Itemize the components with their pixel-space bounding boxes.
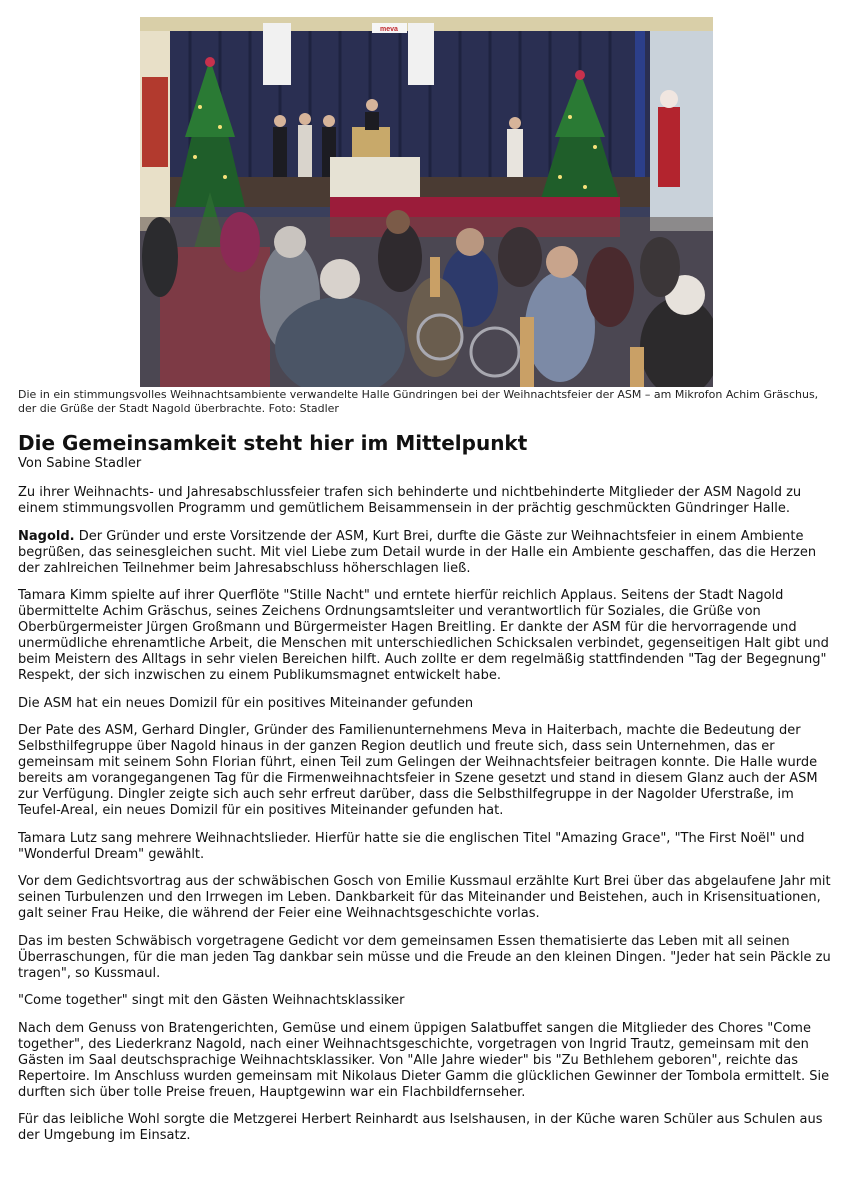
article-paragraph: Der Pate des ASM, Gerhard Dingler, Gründer des Familienunternehmens Meva in Haiterbach, machte die Bedeutung der Selbsthilfegruppe über Nagold hinaus in der ganzen Region deutlich und freute sich, dass sein Unternehmen, das er gemeinsam mit seinem Sohn Florian führt, einen Teil zum Gelingen der Weihnachtsfeier beitragen konnte. Die Halle wurde bereits am vorangegangenen Tag für die Firmenweihnachtsfeier in Szene gesetzt und stand in diesem Glanz auch der ASM zur Verfügung. Dingler zeigte sich auch sehr erfreut darüber, dass die Selbsthilfegruppe in der Nagolder Uferstraße, im Teufel-Areal, ein neues Domizil für ein positives Miteinander gefunden hat. [18,723,818,818]
article-paragraph: Nach dem Genuss von Bratengerichten, Gemüse und einem üppigen Salatbuffet sangen die Mitglieder des Chores "Come together", des Liederkranz Nagold, nach einer Weihnachtsgeschichte, vorgetragen von Ingrid Trautz, gemeinsam mit den Gästen im Saal deutschsprachige Weihnachtsklassiker. Von "Alle Jahre wieder" bis "Zu Bethlehem geboren", reichte das Repertoire. Im Anschluss wurden gemeinsam mit Nikolaus Dieter Gamm die glücklichen Gewinner der Tombola ermittelt. Sie durften sich über tolle Preise freuen, Hauptgewinn war ein Flachbildfernseher. [18,1020,830,1100]
dateline: Nagold. [18,528,75,544]
byline: Von Sabine Stadler [18,456,142,471]
photo-caption: Die in ein stimmungsvolles Weihnachtsambiente verwandelte Halle Gündringen bei der Weihnachtsfeier der ASM – am Mikrofon Achim Gräschus, der die Grüße der Stadt Nagold überbrachte. Foto: Stadler [18,388,819,415]
article-paragraph: Vor dem Gedichtsvortrag aus der schwäbischen Gosch von Emilie Kussmaul erzählte Kurt Brei über das abgelaufene Jahr mit seinen Turbulenzen und den Irrwegen im Leben. Dankbarkeit für das Miteinander und Beistehen, auch in Krisensituationen, galt seiner Frau Heike, die während der Feier eine Weihnachtsgeschichte vorlas. [18,874,831,921]
article-body [18,485,833,1156]
paragraph-text: Der Gründer und erste Vorsitzende der ASM, Kurt Brei, durfte die Gäste zur Weihnachtsfeier in einem Ambiente begrüßen, das seinesgleichen sucht. Mit viel Liebe zum Detail wurde in der Halle ein Ambiente geschaffen, das die Herzen der zahlreichen Teilnehmer beim Jahresabschluss höherschlagen ließ. [18,528,817,576]
article-paragraph: Tamara Kimm spielte auf ihrer Querflöte "Stille Nacht" und erntete hierfür reichlich Applaus. Seitens der Stadt Nagold übermittelte Achim Gräschus, seines Zeichens Ordnungsamtsleiter und verantwortlich für Soziales, die Grüße von Oberbürgermeister Jürgen Großmann und Bürgermeister Hagen Breitling. Er dankte der ASM für die hervorragende und unermüdliche ehrenamtliche Arbeit, die Menschen mit unterschiedlichen Schicksalen verbindet, gegenseitigen Halt gibt und beim Meistern des Alltags in sehr vielen Bereichen hilft. Auch zollte er dem regelmäßig stattfindenden "Tag der Begegnung" Respekt, der sich inzwischen zu einem Publikumsmagnet entwickelt habe. [18,588,829,683]
article-paragraph: Tamara Lutz sang mehrere Weihnachtslieder. Hierfür hatte sie die englischen Titel "Amazing Grace", "The First Noël" und "Wonderful Dream" gewählt. [18,830,805,862]
lead-paragraph: Zu ihrer Weihnachts- und Jahresabschlussfeier trafen sich behinderte und nichtbehinderte Mitglieder der ASM Nagold zu einem stimmungsvollen Programm und gemütlichem Beisammensein in der prächtig geschmückten Gündringer Halle. [18,485,802,516]
subheading: Die ASM hat ein neues Domizil für ein positives Miteinander gefunden [18,695,474,711]
article-paragraph [18,529,833,577]
article-paragraph: Für das leibliche Wohl sorgte die Metzgerei Herbert Reinhardt aus Iselshausen, in der Küche waren Schüler aus Schulen aus der Umgebung im Einsatz. [18,1112,823,1143]
article-photo [140,17,713,387]
article-paragraph: Das im besten Schwäbisch vorgetragene Gedicht vor dem gemeinsamen Essen thematisierte das Leben mit all seinen Überraschungen, für die man jeden Tag dankbar sein müsse und die Freude an den kleinen Dingen. "Jeder hat sein Päckle zu tragen", so Kussmaul. [18,933,831,981]
banner-text: meva [380,26,398,33]
subheading: "Come together" singt mit den Gästen Weihnachtsklassiker [18,993,405,1008]
headline: Die Gemeinsamkeit steht hier im Mittelpunkt [18,431,528,455]
